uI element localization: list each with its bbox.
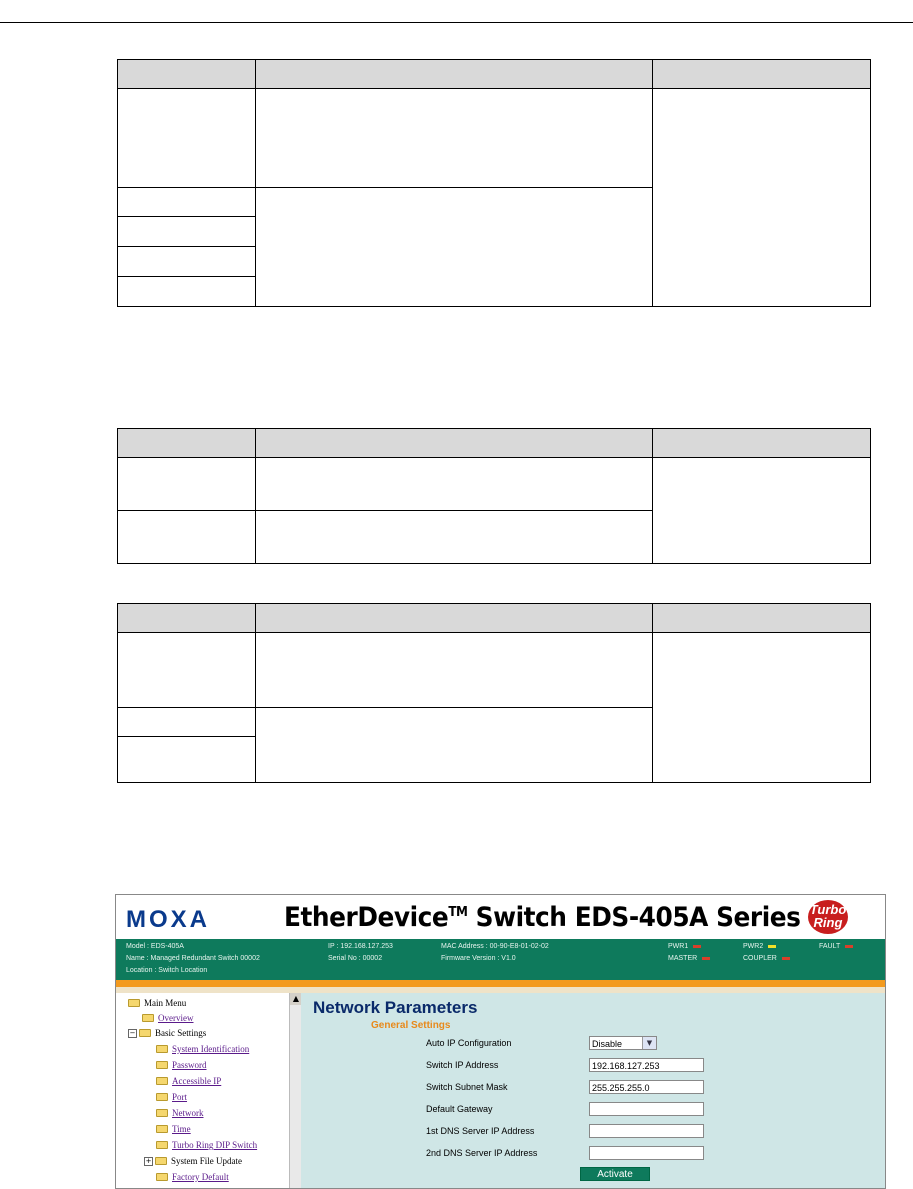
pwr1-status: PWR1 [668, 943, 701, 950]
folder-open-icon [128, 999, 140, 1007]
table-3 [117, 603, 871, 783]
led-red-icon [693, 945, 701, 948]
chevron-down-icon[interactable]: ▼ [642, 1037, 656, 1049]
table-cell [256, 458, 653, 511]
collapse-icon[interactable]: − [129, 1028, 136, 1037]
table-cell [256, 511, 653, 564]
default-gateway-input[interactable] [589, 1102, 704, 1116]
menu-factory-default[interactable]: Factory Default [156, 1172, 229, 1182]
led-red-icon [702, 957, 710, 960]
serial-text: Serial No : 00002 [328, 955, 383, 962]
table-cell [653, 458, 871, 564]
location-text: Location : Switch Location [126, 967, 208, 974]
folder-icon [142, 1014, 154, 1022]
table-cell [256, 188, 653, 307]
menu-item-time[interactable]: Time [156, 1124, 191, 1134]
folder-icon [156, 1061, 168, 1069]
header-cell [118, 604, 256, 633]
dns2-input[interactable] [589, 1146, 704, 1160]
table-cell [118, 188, 256, 217]
pwr2-status: PWR2 [743, 943, 776, 950]
auto-ip-label: Auto IP Configuration [426, 1038, 512, 1048]
turbo-ring-logo: Turbo Ring [808, 900, 848, 934]
menu-item-password[interactable]: Password [156, 1060, 207, 1070]
dns1-input[interactable] [589, 1124, 704, 1138]
menu-system-file-update[interactable]: + System File Update [145, 1156, 242, 1166]
folder-icon [156, 1141, 168, 1149]
folder-icon [156, 1093, 168, 1101]
subnet-mask-label: Switch Subnet Mask [426, 1082, 508, 1092]
coupler-status: COUPLER [743, 955, 790, 962]
subnet-mask-input[interactable]: 255.255.255.0 [589, 1080, 704, 1094]
section-title: General Settings [371, 1020, 451, 1031]
led-yellow-icon [768, 945, 776, 948]
folder-icon [156, 1125, 168, 1133]
header-cell [256, 604, 653, 633]
table-cell [118, 89, 256, 188]
mac-text: MAC Address : 00-90-E8-01-02-02 [441, 943, 549, 950]
content-pane [301, 993, 885, 1188]
menu-item-turbo-ring-dip[interactable]: Turbo Ring DIP Switch [156, 1140, 257, 1150]
expand-icon[interactable]: + [145, 1156, 152, 1165]
folder-icon [155, 1157, 167, 1165]
device-info-bar [116, 939, 885, 980]
table-cell [118, 458, 256, 511]
menu-tree [116, 993, 289, 1188]
menu-item-port[interactable]: Port [156, 1092, 187, 1102]
web-ui-screenshot [115, 894, 886, 1189]
fault-status: FAULT [819, 943, 853, 950]
header-cell [118, 60, 256, 89]
table-cell [653, 633, 871, 783]
header-cell [653, 429, 871, 458]
firmware-text: Firmware Version : V1.0 [441, 955, 516, 962]
default-gateway-label: Default Gateway [426, 1104, 493, 1114]
menu-item-accessible-ip[interactable]: Accessible IP [156, 1076, 221, 1086]
table-cell [256, 708, 653, 783]
table-cell [118, 277, 256, 307]
header-cell [256, 429, 653, 458]
model-text: Model : EDS-405A [126, 943, 184, 950]
banner [116, 895, 885, 939]
folder-open-icon [139, 1029, 151, 1037]
table-cell [256, 89, 653, 188]
folder-icon [156, 1173, 168, 1181]
table-cell [118, 511, 256, 564]
folder-icon [156, 1077, 168, 1085]
folder-icon [156, 1109, 168, 1117]
switch-ip-label: Switch IP Address [426, 1060, 499, 1070]
accent-bar [116, 980, 885, 987]
led-red-icon [845, 945, 853, 948]
table-1 [117, 59, 871, 307]
table-cell [256, 633, 653, 708]
header-rule [0, 22, 913, 23]
dns1-label: 1st DNS Server IP Address [426, 1126, 535, 1136]
dns2-label: 2nd DNS Server IP Address [426, 1148, 538, 1158]
folder-icon [156, 1045, 168, 1053]
menu-overview[interactable]: Overview [142, 1013, 194, 1023]
scroll-up-icon[interactable]: ▲ [290, 993, 302, 1005]
header-cell [653, 60, 871, 89]
activate-button[interactable]: Activate [580, 1167, 650, 1181]
header-cell [118, 429, 256, 458]
name-text: Name : Managed Redundant Switch 00002 [126, 955, 260, 962]
table-cell [118, 247, 256, 277]
header-cell [653, 604, 871, 633]
auto-ip-select[interactable]: Disable ▼ [589, 1036, 657, 1050]
switch-ip-input[interactable]: 192.168.127.253 [589, 1058, 704, 1072]
master-status: MASTER [668, 955, 710, 962]
menu-basic-settings[interactable]: − Basic Settings [129, 1028, 207, 1038]
header-cell [256, 60, 653, 89]
table-2 [117, 428, 871, 564]
page-title: Network Parameters [313, 998, 478, 1017]
moxa-logo: MOXA [126, 906, 210, 933]
menu-item-system-identification[interactable]: System Identification [156, 1044, 249, 1054]
table-cell [118, 217, 256, 247]
ip-text: IP : 192.168.127.253 [328, 943, 393, 950]
table-cell [118, 633, 256, 708]
led-red-icon [782, 957, 790, 960]
menu-item-network[interactable]: Network [156, 1108, 204, 1118]
product-title: EtherDevice™ Switch EDS-405A Series [284, 902, 801, 933]
table-cell [653, 89, 871, 307]
menu-main[interactable]: Main Menu [128, 998, 186, 1008]
table-cell [118, 708, 256, 737]
table-cell [118, 737, 256, 783]
